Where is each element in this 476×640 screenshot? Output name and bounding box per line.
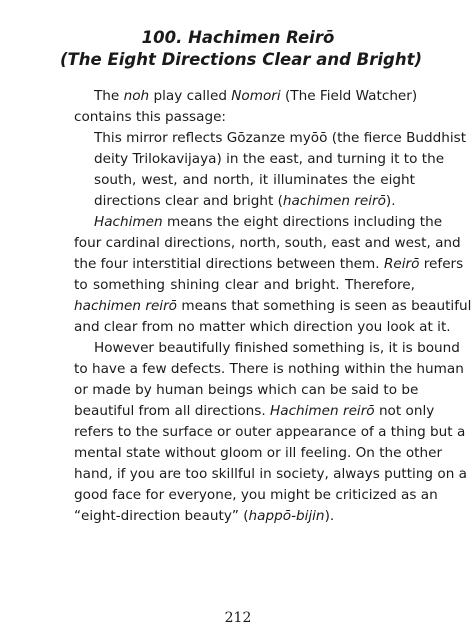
text-line: Hachimen means the eight directions including the	[94, 214, 443, 230]
text-line: and clear from no matter which direction you look at it.	[74, 319, 451, 335]
chapter-title-line-2: (The Eight Directions Clear and Bright)	[60, 50, 423, 69]
block-quote-line: south, west, and north, it illuminates the eight	[94, 172, 415, 188]
text-line: “eight-direction beauty” (happō-bijin).	[74, 508, 335, 524]
page-number: 212	[224, 610, 252, 626]
block-quote-line: This mirror reflects Gōzanze myōō (the fierce Buddhist	[94, 130, 467, 146]
italic-term: Reirō	[383, 256, 420, 272]
italic-term: Hachimen reirō	[270, 403, 375, 419]
italic-term: Nomori	[231, 88, 281, 104]
text-line: the four interstitial directions between them. Reirō refers	[74, 256, 464, 272]
text-line: contains this passage:	[74, 109, 227, 125]
text-line: hand, if you are too skillful in society, always putting on a	[74, 466, 467, 482]
chapter-title-line-1: 100. Hachimen Reirō	[141, 28, 335, 47]
text-line: to have a few defects. There is nothing within the human	[74, 361, 464, 377]
text-line: refers to the surface or outer appearance of a thing but a	[74, 424, 466, 440]
italic-term: noh	[123, 88, 150, 104]
text-line: hachimen reirō means that something is seen as beautiful	[74, 298, 472, 314]
text-line: or made by human beings which can be said to be	[74, 382, 419, 398]
text-line: beautiful from all directions. Hachimen reirō not only	[74, 403, 435, 419]
italic-term: happō-bijin	[248, 508, 325, 524]
text-line: four cardinal directions, north, south, east and west, and	[74, 235, 461, 251]
block-quote-line: deity Trilokavijaya) in the east, and turning it to the	[94, 151, 445, 167]
text-line: The noh play called Nomori (The Field Watcher)	[94, 88, 418, 104]
text-line: However beautifully finished something is, it is bound	[94, 340, 460, 356]
text-line: good face for everyone, you might be criticized as an	[74, 487, 438, 503]
italic-term: hachimen reirō	[74, 298, 177, 314]
italic-term: Hachimen	[94, 214, 163, 230]
text-line: to something shining clear and bright. Therefore,	[74, 277, 415, 293]
block-quote-line: directions clear and bright (hachimen reirō).	[94, 193, 396, 209]
italic-term: hachimen reirō	[282, 193, 386, 209]
text-line: mental state without gloom or ill feeling. On the other	[74, 445, 443, 461]
